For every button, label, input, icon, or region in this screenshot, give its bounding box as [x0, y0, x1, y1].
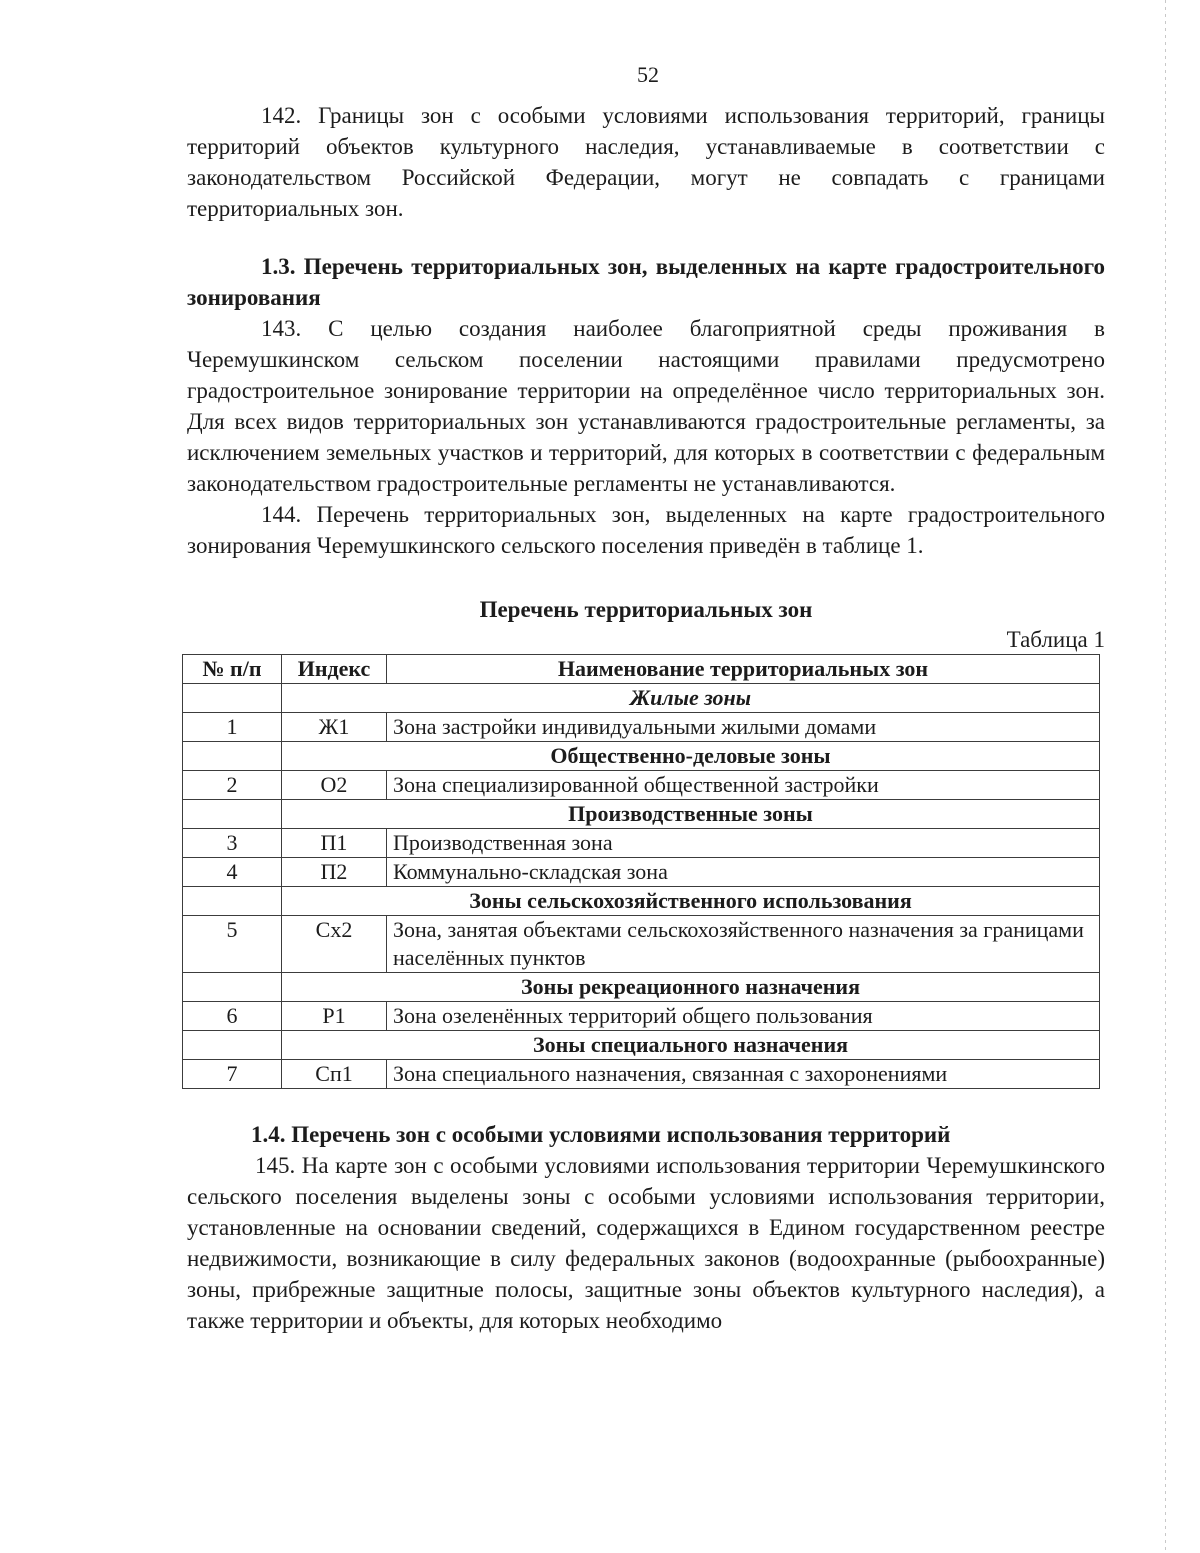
paragraph-142: 142. Границы зон с особыми условиями использования территорий, границы территорий объектов культурного наследия, устанавливаемые в соответствии с законодательством Российской Федерации, могут не совпадать с границами территориальных зон. — [187, 103, 1105, 221]
paragraph-144: 144. Перечень территориальных зон, выделенных на карте градостроительного зонирования Черемушкинского сельского поселения приведён в таблице 1. — [187, 502, 1105, 558]
paragraph-143: 143. С целью создания наиболее благоприятной среды проживания в Черемушкинском сельском поселении настоящими правилами предусмотрено градостроительное зонирование территории на определённое число территориальных зон. Для всех видов территориальных зон устанавливаются градостроительные регламенты, за исключением земельных участков и территорий, для которых в соответствии с федеральным законодательством градостроительные регламенты не устанавливаются. — [187, 316, 1105, 496]
table-title: Перечень территориальных зон — [479, 597, 813, 622]
group-label: Производственные зоны — [282, 800, 1100, 829]
section-heading-1-4: 1.4. Перечень зон с особыми условиями использования территорий — [251, 1122, 951, 1147]
row-index: Р1 — [282, 1002, 387, 1031]
paragraph-145: 145. На карте зон с особыми условиями использования территории Черемушкинского сельского поселения выделены зоны с особыми условиями использования территории, установленные на основании сведений, содержащихся в Едином государственном реестре недвижимости, возникающие в силу федеральных законов (водоохранные (рыбоохранные) зоны, прибрежные защитные полосы, защитные зоны объектов культурного наследия), а также территории и объекты, для которых необходимо — [187, 1153, 1105, 1333]
group-empty-cell — [183, 1031, 282, 1060]
row-index: Сп1 — [282, 1060, 387, 1089]
table-row — [183, 916, 1100, 973]
row-index: Ж1 — [282, 713, 387, 742]
group-label: Зоны специального назначения — [282, 1031, 1100, 1060]
table-header-row — [183, 655, 1100, 684]
table-row — [183, 858, 1100, 887]
table-group-row — [183, 684, 1100, 713]
row-zone-name: Зона специализированной общественной застройки — [387, 771, 1100, 800]
row-number: 2 — [183, 771, 282, 800]
table-row — [183, 829, 1100, 858]
table-number-label: Таблица 1 — [1006, 627, 1105, 652]
group-empty-cell — [183, 742, 282, 771]
page-number: 52 — [637, 62, 659, 87]
row-zone-name: Зона специального назначения, связанная с захоронениями — [387, 1060, 1100, 1089]
table-row — [183, 1060, 1100, 1089]
header-num: № п/п — [183, 655, 282, 684]
table-row — [183, 713, 1100, 742]
row-number: 4 — [183, 858, 282, 887]
group-label: Зоны рекреационного назначения — [282, 973, 1100, 1002]
zones-table-body — [183, 684, 1100, 1089]
row-index: О2 — [282, 771, 387, 800]
row-zone-name: Зона застройки индивидуальными жилыми домами — [387, 713, 1100, 742]
table-row — [183, 1002, 1100, 1031]
row-index: П1 — [282, 829, 387, 858]
table-group-row — [183, 1031, 1100, 1060]
row-zone-name: Производственная зона — [387, 829, 1100, 858]
section-heading-1-3: 1.3. Перечень территориальных зон, выделенных на карте градостроительного зонирования — [187, 254, 1105, 310]
row-zone-name: Зона озеленённых территорий общего пользования — [387, 1002, 1100, 1031]
group-empty-cell — [183, 973, 282, 1002]
row-index: Сх2 — [282, 916, 387, 973]
table-row — [183, 771, 1100, 800]
row-zone-name: Зона, занятая объектами сельскохозяйственного назначения за границами населённых пунктов — [387, 916, 1100, 973]
group-empty-cell — [183, 887, 282, 916]
row-number: 1 — [183, 713, 282, 742]
row-number: 7 — [183, 1060, 282, 1089]
group-empty-cell — [183, 800, 282, 829]
row-number: 3 — [183, 829, 282, 858]
table-group-row — [183, 973, 1100, 1002]
header-index: Индекс — [282, 655, 387, 684]
zones-table — [182, 654, 1100, 1089]
page-content — [187, 100, 1105, 1336]
table-group-row — [183, 800, 1100, 829]
row-number: 6 — [183, 1002, 282, 1031]
table-group-row — [183, 742, 1100, 771]
group-label: Зоны сельскохозяйственного использования — [282, 887, 1100, 916]
group-label: Общественно-деловые зоны — [282, 742, 1100, 771]
group-label: Жилые зоны — [282, 684, 1100, 713]
table-group-row — [183, 887, 1100, 916]
row-index: П2 — [282, 858, 387, 887]
group-empty-cell — [183, 684, 282, 713]
header-zone-name: Наименование территориальных зон — [387, 655, 1100, 684]
scan-margin-line — [1165, 0, 1166, 1553]
row-zone-name: Коммунально-складская зона — [387, 858, 1100, 887]
row-number: 5 — [183, 916, 282, 973]
